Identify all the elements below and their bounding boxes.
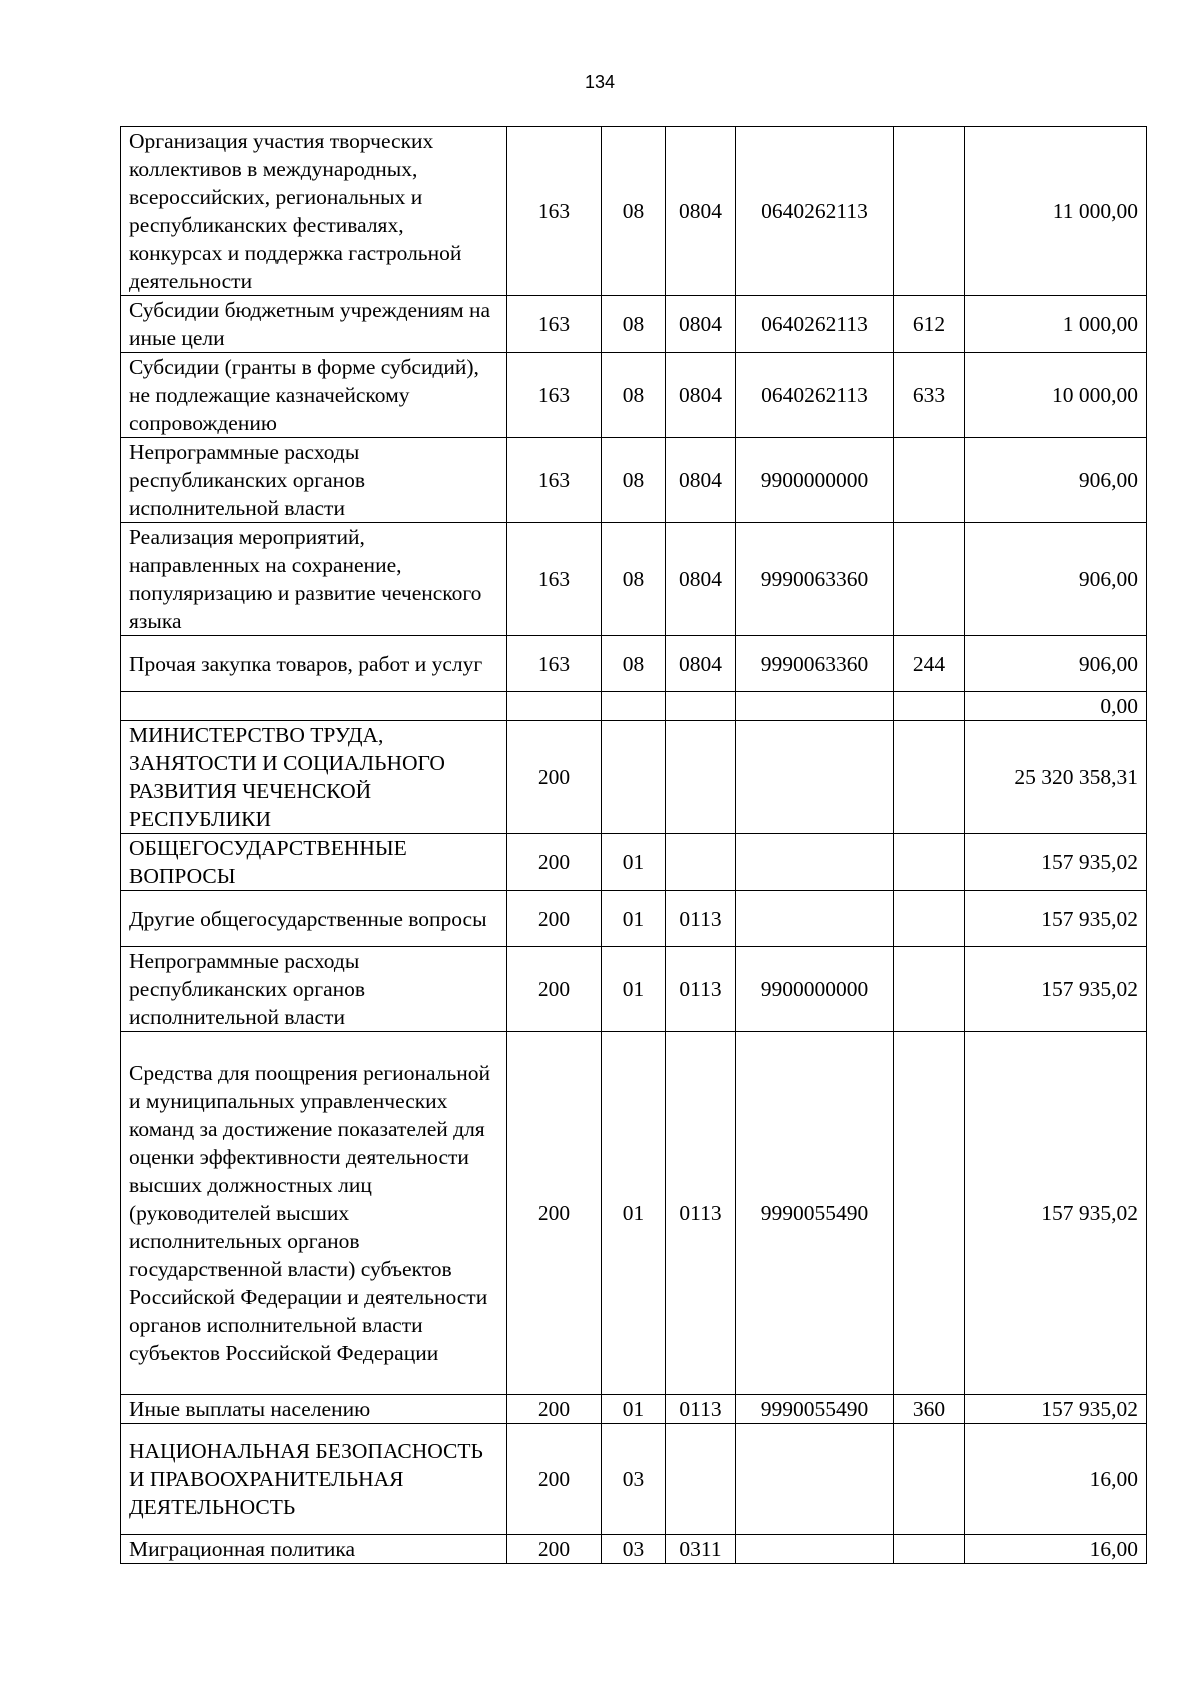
row-amount: 25 320 358,31 (965, 721, 1147, 834)
row-amount: 906,00 (965, 636, 1147, 692)
row-amount: 157 935,02 (965, 834, 1147, 891)
row-pr (666, 692, 736, 721)
row-vr: 244 (894, 636, 965, 692)
row-rz: 08 (602, 523, 666, 636)
row-rz (602, 721, 666, 834)
row-rz: 08 (602, 296, 666, 353)
table-row (121, 1032, 1147, 1395)
row-vr (894, 891, 965, 947)
table-row (121, 721, 1147, 834)
row-amount: 11 000,00 (965, 127, 1147, 296)
row-csr (736, 891, 894, 947)
row-name: Средства для поощрения региональной и муниципальных управленческих команд за достижение показателей для оценки эффективности деятельности высших должностных лиц (руководителей высших исполнительных органов государственной власти) субъектов Российской Федерации и деятельности органов исполнительной власти субъектов Российской Федерации (121, 1032, 507, 1395)
row-amount: 16,00 (965, 1535, 1147, 1564)
row-rz (602, 692, 666, 721)
row-vr (894, 523, 965, 636)
row-pr (666, 834, 736, 891)
row-name: Прочая закупка товаров, работ и услуг (121, 636, 507, 692)
page-number: 134 (584, 72, 616, 92)
row-pr: 0311 (666, 1535, 736, 1564)
row-name: Непрограммные расходы республиканских органов исполнительной власти (121, 438, 507, 523)
row-ved (507, 692, 602, 721)
row-amount: 157 935,02 (965, 1032, 1147, 1395)
row-ved: 163 (507, 523, 602, 636)
row-csr (736, 1535, 894, 1564)
row-ved: 200 (507, 947, 602, 1032)
row-csr (736, 834, 894, 891)
row-csr: 0640262113 (736, 353, 894, 438)
row-ved: 200 (507, 1535, 602, 1564)
row-rz: 01 (602, 947, 666, 1032)
row-csr: 0640262113 (736, 127, 894, 296)
row-rz: 08 (602, 353, 666, 438)
row-pr (666, 1424, 736, 1535)
row-name: Другие общегосударственные вопросы (121, 891, 507, 947)
row-vr (894, 1424, 965, 1535)
row-ved: 200 (507, 1395, 602, 1424)
row-name: ОБЩЕГОСУДАРСТВЕННЫЕ ВОПРОСЫ (121, 834, 507, 891)
row-amount: 16,00 (965, 1424, 1147, 1535)
row-rz: 08 (602, 636, 666, 692)
row-pr: 0804 (666, 127, 736, 296)
row-rz: 03 (602, 1535, 666, 1564)
row-name: Миграционная политика (121, 1535, 507, 1564)
row-csr: 9900000000 (736, 438, 894, 523)
row-name: МИНИСТЕРСТВО ТРУДА, ЗАНЯТОСТИ И СОЦИАЛЬНОГО РАЗВИТИЯ ЧЕЧЕНСКОЙ РЕСПУБЛИКИ (121, 721, 507, 834)
row-rz: 01 (602, 1032, 666, 1395)
table-row (121, 1395, 1147, 1424)
row-ved: 200 (507, 1424, 602, 1535)
row-pr: 0113 (666, 1032, 736, 1395)
row-amount: 0,00 (965, 692, 1147, 721)
row-ved: 200 (507, 1032, 602, 1395)
row-vr (894, 438, 965, 523)
row-name: Организация участия творческих коллективов в международных, всероссийских, региональных и республиканских фестивалях, конкурсах и поддержка гастрольной деятельности (121, 127, 507, 296)
row-vr: 360 (894, 1395, 965, 1424)
row-vr: 633 (894, 353, 965, 438)
row-name: Субсидии бюджетным учреждениям на иные цели (121, 296, 507, 353)
row-csr: 9990055490 (736, 1395, 894, 1424)
table-row (121, 891, 1147, 947)
row-vr (894, 1032, 965, 1395)
table-row (121, 1424, 1147, 1535)
row-name: Реализация мероприятий, направленных на сохранение, популяризацию и развитие чеченского языка (121, 523, 507, 636)
row-vr (894, 127, 965, 296)
table-row (121, 834, 1147, 891)
row-pr: 0804 (666, 438, 736, 523)
row-pr: 0113 (666, 1395, 736, 1424)
row-pr: 0804 (666, 523, 736, 636)
row-vr: 612 (894, 296, 965, 353)
row-ved: 163 (507, 438, 602, 523)
row-pr: 0113 (666, 891, 736, 947)
table-row (121, 353, 1147, 438)
row-vr (894, 721, 965, 834)
row-amount: 906,00 (965, 523, 1147, 636)
budget-table (120, 126, 1147, 1564)
table-row (121, 523, 1147, 636)
row-rz: 01 (602, 834, 666, 891)
row-ved: 163 (507, 127, 602, 296)
table-row (121, 1535, 1147, 1564)
row-amount: 157 935,02 (965, 1395, 1147, 1424)
row-csr (736, 721, 894, 834)
table-row (121, 296, 1147, 353)
row-name: Иные выплаты населению (121, 1395, 507, 1424)
row-name: НАЦИОНАЛЬНАЯ БЕЗОПАСНОСТЬ И ПРАВООХРАНИТЕЛЬНАЯ ДЕЯТЕЛЬНОСТЬ (121, 1424, 507, 1535)
row-csr: 0640262113 (736, 296, 894, 353)
table-row (121, 692, 1147, 721)
row-vr (894, 692, 965, 721)
row-vr (894, 947, 965, 1032)
row-pr: 0804 (666, 636, 736, 692)
table-row (121, 438, 1147, 523)
table-row (121, 127, 1147, 296)
table-row (121, 636, 1147, 692)
row-csr: 9990055490 (736, 1032, 894, 1395)
row-ved: 163 (507, 353, 602, 438)
row-amount: 157 935,02 (965, 947, 1147, 1032)
row-name: Непрограммные расходы республиканских органов исполнительной власти (121, 947, 507, 1032)
row-pr: 0804 (666, 353, 736, 438)
row-rz: 01 (602, 1395, 666, 1424)
row-ved: 200 (507, 834, 602, 891)
row-amount: 157 935,02 (965, 891, 1147, 947)
row-csr (736, 692, 894, 721)
row-vr (894, 1535, 965, 1564)
row-rz: 01 (602, 891, 666, 947)
row-pr: 0113 (666, 947, 736, 1032)
row-csr: 9990063360 (736, 523, 894, 636)
row-pr: 0804 (666, 296, 736, 353)
row-csr (736, 1424, 894, 1535)
row-ved: 200 (507, 721, 602, 834)
row-amount: 1 000,00 (965, 296, 1147, 353)
row-ved: 200 (507, 891, 602, 947)
row-rz: 08 (602, 127, 666, 296)
table-row (121, 947, 1147, 1032)
row-name: Субсидии (гранты в форме субсидий), не подлежащие казначейскому сопровождению (121, 353, 507, 438)
row-amount: 10 000,00 (965, 353, 1147, 438)
row-csr: 9990063360 (736, 636, 894, 692)
row-ved: 163 (507, 296, 602, 353)
row-name (121, 692, 507, 721)
row-pr (666, 721, 736, 834)
row-amount: 906,00 (965, 438, 1147, 523)
row-csr: 9900000000 (736, 947, 894, 1032)
row-rz: 08 (602, 438, 666, 523)
row-ved: 163 (507, 636, 602, 692)
row-vr (894, 834, 965, 891)
row-rz: 03 (602, 1424, 666, 1535)
